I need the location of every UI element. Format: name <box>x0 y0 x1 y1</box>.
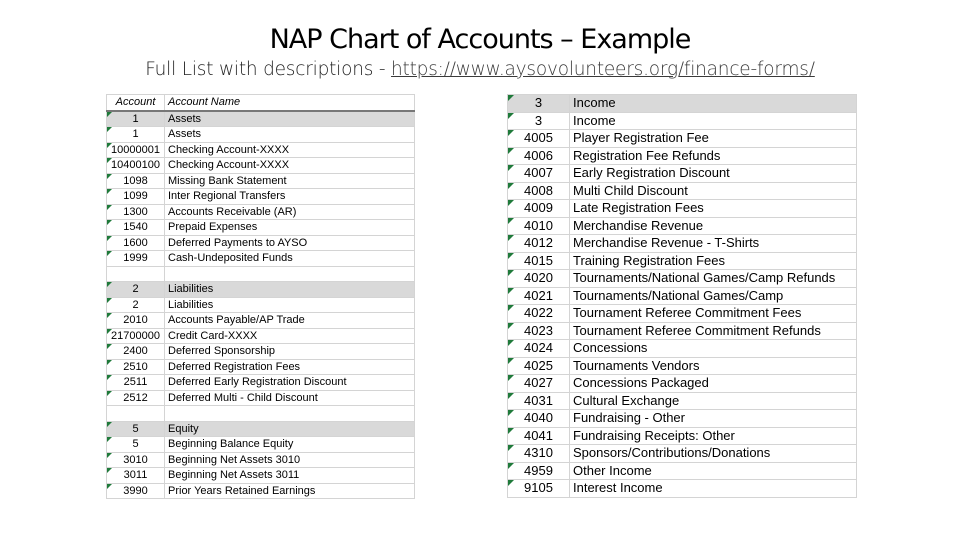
account-name: Late Registration Fees <box>573 200 704 216</box>
table-row <box>508 130 857 148</box>
account-name: Other Income <box>573 462 652 478</box>
account-number: 3010 <box>123 453 148 466</box>
account-name-cell[interactable] <box>165 127 415 143</box>
account-name: Fundraising - Other <box>573 410 685 426</box>
account-name: Deferred Multi - Child Discount <box>168 391 318 404</box>
account-name: Income <box>573 112 616 128</box>
cell-note-marker-icon <box>508 480 514 486</box>
account-number: 4010 <box>524 217 553 233</box>
account-number-cell[interactable] <box>107 297 165 313</box>
account-name-cell[interactable] <box>570 392 857 410</box>
table-header-row <box>107 95 415 111</box>
account-name-cell[interactable] <box>165 204 415 220</box>
cell-note-marker-icon <box>508 148 514 154</box>
account-name: Early Registration Discount <box>573 165 730 181</box>
account-name: Merchandise Revenue - T-Shirts <box>573 235 760 251</box>
table-row <box>107 142 415 158</box>
account-number-cell[interactable] <box>107 390 165 406</box>
account-number: 4012 <box>524 235 553 251</box>
section-row <box>107 282 415 298</box>
cell-note-marker-icon <box>508 428 514 434</box>
account-name: Credit Card-XXXX <box>168 329 258 342</box>
cell-note-marker-icon <box>508 340 514 346</box>
account-number-cell[interactable] <box>508 357 570 375</box>
account-number-cell[interactable] <box>508 340 570 358</box>
account-name-cell[interactable] <box>165 437 415 453</box>
table-row <box>107 437 415 453</box>
account-number-cell[interactable] <box>508 217 570 235</box>
account-name-cell[interactable] <box>570 95 857 113</box>
account-name: Multi Child Discount <box>573 182 688 198</box>
cell-note-marker-icon <box>508 288 514 294</box>
account-name-cell[interactable] <box>570 147 857 165</box>
account-number: 9105 <box>524 480 553 496</box>
account-name-cell[interactable] <box>165 313 415 329</box>
account-number: 2510 <box>123 360 148 373</box>
account-number: 4024 <box>524 340 553 356</box>
account-name: Deferred Registration Fees <box>168 360 301 373</box>
account-number-cell[interactable] <box>508 305 570 323</box>
cell-note-marker-icon <box>508 305 514 311</box>
account-number-cell[interactable] <box>508 462 570 480</box>
cell-note-marker-icon <box>107 298 112 303</box>
account-number: 2400 <box>123 345 148 358</box>
account-number-cell[interactable] <box>107 328 165 344</box>
account-number-cell[interactable] <box>107 421 165 437</box>
cell-note-marker-icon <box>508 358 514 364</box>
table-row <box>508 235 857 253</box>
account-name-cell[interactable] <box>165 468 415 484</box>
cell-note-marker-icon <box>508 270 514 276</box>
account-number-cell[interactable] <box>508 130 570 148</box>
table-row <box>508 200 857 218</box>
account-number: 21700000 <box>111 329 160 342</box>
account-name: Beginning Net Assets 3010 <box>168 453 301 466</box>
cell-note-marker-icon <box>508 113 514 119</box>
account-name-cell[interactable] <box>165 483 415 499</box>
account-number-cell[interactable] <box>107 359 165 375</box>
account-name-cell[interactable] <box>570 217 857 235</box>
account-name: Income <box>573 95 616 111</box>
cell-note-marker-icon <box>508 235 514 241</box>
page-title: NAP Chart of Accounts – Example <box>269 24 691 55</box>
account-name-cell[interactable] <box>570 340 857 358</box>
account-name-cell[interactable] <box>570 112 857 130</box>
account-name-cell[interactable] <box>165 142 415 158</box>
section-row <box>107 421 415 437</box>
table-row <box>508 112 857 130</box>
table-row <box>508 305 857 323</box>
section-row <box>508 95 857 113</box>
section-row <box>107 111 415 127</box>
table-row <box>508 392 857 410</box>
table-row <box>508 322 857 340</box>
account-name: Beginning Net Assets 3011 <box>168 469 300 482</box>
account-name: Prepaid Expenses <box>168 221 258 234</box>
account-number-cell[interactable] <box>508 147 570 165</box>
account-name-column-header: Account Name <box>165 95 415 111</box>
cell-note-marker-icon <box>107 360 112 365</box>
table-row <box>508 480 857 498</box>
account-number: 4025 <box>524 357 553 373</box>
account-name-cell[interactable] <box>570 480 857 498</box>
account-name-cell[interactable] <box>165 328 415 344</box>
account-name-cell[interactable] <box>570 305 857 323</box>
account-number: 4015 <box>524 252 553 268</box>
account-number-cell[interactable] <box>508 270 570 288</box>
account-name-cell[interactable] <box>165 359 415 375</box>
table-row <box>107 220 415 236</box>
account-number: 3 <box>534 95 543 111</box>
cell-note-marker-icon <box>107 205 112 210</box>
account-number-cell[interactable] <box>107 313 165 329</box>
account-number: 4959 <box>524 462 553 478</box>
account-name: Tournaments/National Games/Camp <box>573 287 784 303</box>
account-name-cell[interactable] <box>165 375 415 391</box>
account-number: 1300 <box>123 205 148 218</box>
account-name-cell[interactable] <box>165 452 415 468</box>
account-name-cell[interactable] <box>570 270 857 288</box>
account-column-header: Account <box>107 95 165 111</box>
cell-note-marker-icon <box>508 218 514 224</box>
account-name-cell[interactable] <box>165 220 415 236</box>
account-number-cell[interactable] <box>508 252 570 270</box>
table-row <box>508 340 857 358</box>
account-name: Training Registration Fees <box>573 252 725 268</box>
table-row <box>508 287 857 305</box>
account-name: Assets <box>168 112 202 125</box>
account-number: 3011 <box>123 469 148 482</box>
account-number-cell[interactable] <box>508 375 570 393</box>
account-number: 1098 <box>123 174 148 187</box>
account-number: 4022 <box>524 305 553 321</box>
account-name: Checking Account-XXXX <box>168 159 290 172</box>
account-name: Deferred Sponsorship <box>168 345 276 358</box>
table-row <box>107 328 415 344</box>
account-number: 5 <box>132 422 139 435</box>
account-number-cell[interactable] <box>107 266 165 282</box>
table-row <box>508 270 857 288</box>
table-row <box>508 462 857 480</box>
account-number: 1600 <box>123 236 148 249</box>
account-number-cell[interactable] <box>107 344 165 360</box>
table-row <box>508 410 857 428</box>
account-name-cell[interactable] <box>570 165 857 183</box>
table-row <box>107 375 415 391</box>
table-row <box>107 158 415 174</box>
account-name: Prior Years Retained Earnings <box>168 484 316 497</box>
cell-note-marker-icon <box>107 174 112 179</box>
account-number-cell[interactable] <box>508 112 570 130</box>
cell-note-marker-icon <box>508 463 514 469</box>
table-row <box>107 452 415 468</box>
cell-note-marker-icon <box>508 200 514 206</box>
cell-note-marker-icon <box>107 391 112 396</box>
account-number: 2010 <box>123 314 148 327</box>
table-row <box>107 235 415 251</box>
account-number: 1999 <box>123 252 148 265</box>
account-name-cell[interactable] <box>570 322 857 340</box>
account-name: Accounts Receivable (AR) <box>168 205 297 218</box>
account-name: Assets <box>168 128 202 141</box>
account-number: 1099 <box>123 190 148 203</box>
account-name-cell[interactable] <box>165 235 415 251</box>
account-number-cell[interactable] <box>107 142 165 158</box>
cell-note-marker-icon <box>107 143 112 148</box>
account-name-cell[interactable] <box>570 375 857 393</box>
account-number-cell[interactable] <box>107 468 165 484</box>
account-number: 3 <box>534 112 543 128</box>
account-number-cell[interactable] <box>107 483 165 499</box>
account-name-cell[interactable] <box>570 427 857 445</box>
account-name-cell[interactable] <box>165 173 415 189</box>
account-name-cell[interactable] <box>570 410 857 428</box>
account-number: 2 <box>132 283 139 296</box>
table-row <box>508 147 857 165</box>
table-row <box>107 251 415 267</box>
account-number: 1 <box>132 128 139 141</box>
table-row <box>107 359 415 375</box>
table-row <box>508 165 857 183</box>
table-row <box>107 390 415 406</box>
account-number-cell[interactable] <box>508 445 570 463</box>
account-name: Merchandise Revenue <box>573 217 704 233</box>
account-number: 4006 <box>524 147 553 163</box>
cell-note-marker-icon <box>107 453 112 458</box>
account-name: Registration Fee Refunds <box>573 147 721 163</box>
cell-note-marker-icon <box>107 127 112 132</box>
account-number-cell[interactable] <box>508 165 570 183</box>
account-number-cell[interactable] <box>107 158 165 174</box>
account-name-cell[interactable] <box>570 130 857 148</box>
table-row <box>107 483 415 499</box>
account-name: Concessions <box>573 340 648 356</box>
account-name: Beginning Balance Equity <box>168 438 294 451</box>
account-name-cell[interactable] <box>570 252 857 270</box>
cell-note-marker-icon <box>107 220 112 225</box>
account-number-cell[interactable] <box>107 282 165 298</box>
account-number-cell[interactable] <box>508 427 570 445</box>
account-name-cell[interactable] <box>165 111 415 127</box>
subtitle <box>0 56 960 84</box>
table-row <box>508 445 857 463</box>
account-number: 10000001 <box>111 143 160 156</box>
account-name-cell[interactable] <box>570 287 857 305</box>
account-number: 2511 <box>123 376 148 389</box>
subtitle-text: Full List with descriptions - <box>145 59 392 80</box>
cell-note-marker-icon <box>508 183 514 189</box>
cell-note-marker-icon <box>107 251 112 256</box>
cell-note-marker-icon <box>508 393 514 399</box>
account-number-cell[interactable] <box>508 182 570 200</box>
cell-note-marker-icon <box>107 313 112 318</box>
account-name-cell[interactable] <box>570 462 857 480</box>
account-number-cell[interactable] <box>107 220 165 236</box>
table-row <box>107 204 415 220</box>
account-number-cell[interactable] <box>508 95 570 113</box>
cell-note-marker-icon <box>107 468 112 473</box>
account-name: Fundraising Receipts: Other <box>573 427 735 443</box>
account-number: 10400100 <box>111 159 160 172</box>
account-number-cell[interactable] <box>107 189 165 205</box>
account-name-cell[interactable] <box>165 189 415 205</box>
account-number: 2512 <box>123 391 148 404</box>
account-number: 3990 <box>123 484 148 497</box>
account-number-cell[interactable] <box>107 173 165 189</box>
account-number: 4008 <box>524 182 553 198</box>
left-accounts-table <box>106 94 415 499</box>
account-name: Checking Account-XXXX <box>168 143 290 156</box>
account-name: Inter Regional Transfers <box>168 190 286 203</box>
cell-note-marker-icon <box>107 422 112 427</box>
cell-note-marker-icon <box>107 375 112 380</box>
cell-note-marker-icon <box>107 189 112 194</box>
account-name: Tournaments/National Games/Camp Refunds <box>573 270 836 286</box>
cell-note-marker-icon <box>107 437 112 442</box>
account-number: 4007 <box>524 165 553 181</box>
table-row <box>107 127 415 143</box>
account-number: 1540 <box>123 221 148 234</box>
account-name: Accounts Payable/AP Trade <box>168 314 305 327</box>
account-number-cell[interactable] <box>107 127 165 143</box>
account-name-cell[interactable] <box>570 357 857 375</box>
right-accounts-table <box>507 94 857 498</box>
account-number: 4005 <box>524 130 553 146</box>
cell-note-marker-icon <box>508 323 514 329</box>
blank-row <box>107 266 415 282</box>
table-row <box>508 375 857 393</box>
cell-note-marker-icon <box>107 158 112 163</box>
account-number: 2 <box>132 298 139 311</box>
account-name: Tournaments Vendors <box>573 357 700 373</box>
account-number: 4009 <box>524 200 553 216</box>
account-number-cell[interactable] <box>508 200 570 218</box>
account-number: 4023 <box>524 322 553 338</box>
account-number-cell[interactable] <box>508 235 570 253</box>
table-row <box>508 357 857 375</box>
cell-note-marker-icon <box>107 329 112 334</box>
cell-note-marker-icon <box>107 282 112 287</box>
account-name-cell[interactable] <box>165 158 415 174</box>
table-row <box>107 297 415 313</box>
account-name-cell[interactable] <box>570 200 857 218</box>
account-name-cell[interactable] <box>165 344 415 360</box>
cell-note-marker-icon <box>508 165 514 171</box>
cell-note-marker-icon <box>107 112 112 117</box>
cell-note-marker-icon <box>107 484 112 489</box>
account-name: Tournament Referee Commitment Refunds <box>573 322 821 338</box>
table-row <box>107 173 415 189</box>
account-number-cell[interactable] <box>508 480 570 498</box>
cell-note-marker-icon <box>508 445 514 451</box>
cell-note-marker-icon <box>508 410 514 416</box>
account-name: Equity <box>168 422 199 435</box>
account-name: Liabilities <box>168 298 214 311</box>
cell-note-marker-icon <box>508 130 514 136</box>
cell-note-marker-icon <box>107 344 112 349</box>
account-name-cell[interactable] <box>165 282 415 298</box>
cell-note-marker-icon <box>508 95 514 101</box>
account-number-cell[interactable] <box>107 375 165 391</box>
account-name: Liabilities <box>168 283 214 296</box>
account-name-cell[interactable] <box>165 266 415 282</box>
account-name: Tournament Referee Commitment Fees <box>573 305 802 321</box>
account-number-cell[interactable] <box>107 204 165 220</box>
account-number-cell[interactable] <box>508 322 570 340</box>
account-number-cell[interactable] <box>107 437 165 453</box>
account-number-cell[interactable] <box>107 406 165 422</box>
account-number-cell[interactable] <box>508 410 570 428</box>
account-name-cell[interactable] <box>165 390 415 406</box>
account-name: Concessions Packaged <box>573 375 709 391</box>
account-name-cell[interactable] <box>165 406 415 422</box>
table-row <box>107 344 415 360</box>
cell-note-marker-icon <box>508 253 514 259</box>
cell-note-marker-icon <box>107 236 112 241</box>
account-name-cell[interactable] <box>570 445 857 463</box>
cell-note-marker-icon <box>508 375 514 381</box>
account-number-cell[interactable] <box>107 452 165 468</box>
table-row <box>107 189 415 205</box>
account-number-cell[interactable] <box>107 251 165 267</box>
table-row <box>107 313 415 329</box>
account-number: 5 <box>132 438 139 451</box>
account-number-cell[interactable] <box>508 392 570 410</box>
account-number: 4020 <box>524 270 553 286</box>
account-name-cell[interactable] <box>570 182 857 200</box>
account-name-cell[interactable] <box>165 251 415 267</box>
account-number: 1 <box>132 112 139 125</box>
account-number: 4021 <box>524 287 553 303</box>
account-number: 4031 <box>524 392 553 408</box>
account-name: Deferred Early Registration Discount <box>168 376 347 389</box>
account-name: Missing Bank Statement <box>168 174 287 187</box>
account-number: 4027 <box>524 375 553 391</box>
account-number-cell[interactable] <box>508 287 570 305</box>
account-name: Deferred Payments to AYSO <box>168 236 308 249</box>
table-row <box>508 252 857 270</box>
account-number-cell[interactable] <box>107 111 165 127</box>
account-name: Sponsors/Contributions/Donations <box>573 445 771 461</box>
finance-forms-link[interactable]: https://www.aysovolunteers.org/finance-forms/ <box>391 59 815 80</box>
account-name-cell[interactable] <box>165 421 415 437</box>
account-number: 4040 <box>524 410 553 426</box>
account-name: Cultural Exchange <box>573 392 680 408</box>
table-row <box>508 427 857 445</box>
account-number: 4310 <box>524 445 553 461</box>
account-name: Cash-Undeposited Funds <box>168 252 293 265</box>
blank-row <box>107 406 415 422</box>
account-name: Player Registration Fee <box>573 130 709 146</box>
account-name-cell[interactable] <box>165 297 415 313</box>
account-number-cell[interactable] <box>107 235 165 251</box>
account-number: 4041 <box>524 427 553 443</box>
account-name-cell[interactable] <box>570 235 857 253</box>
account-name: Interest Income <box>573 480 663 496</box>
table-row <box>508 217 857 235</box>
table-row <box>508 182 857 200</box>
table-row <box>107 468 415 484</box>
